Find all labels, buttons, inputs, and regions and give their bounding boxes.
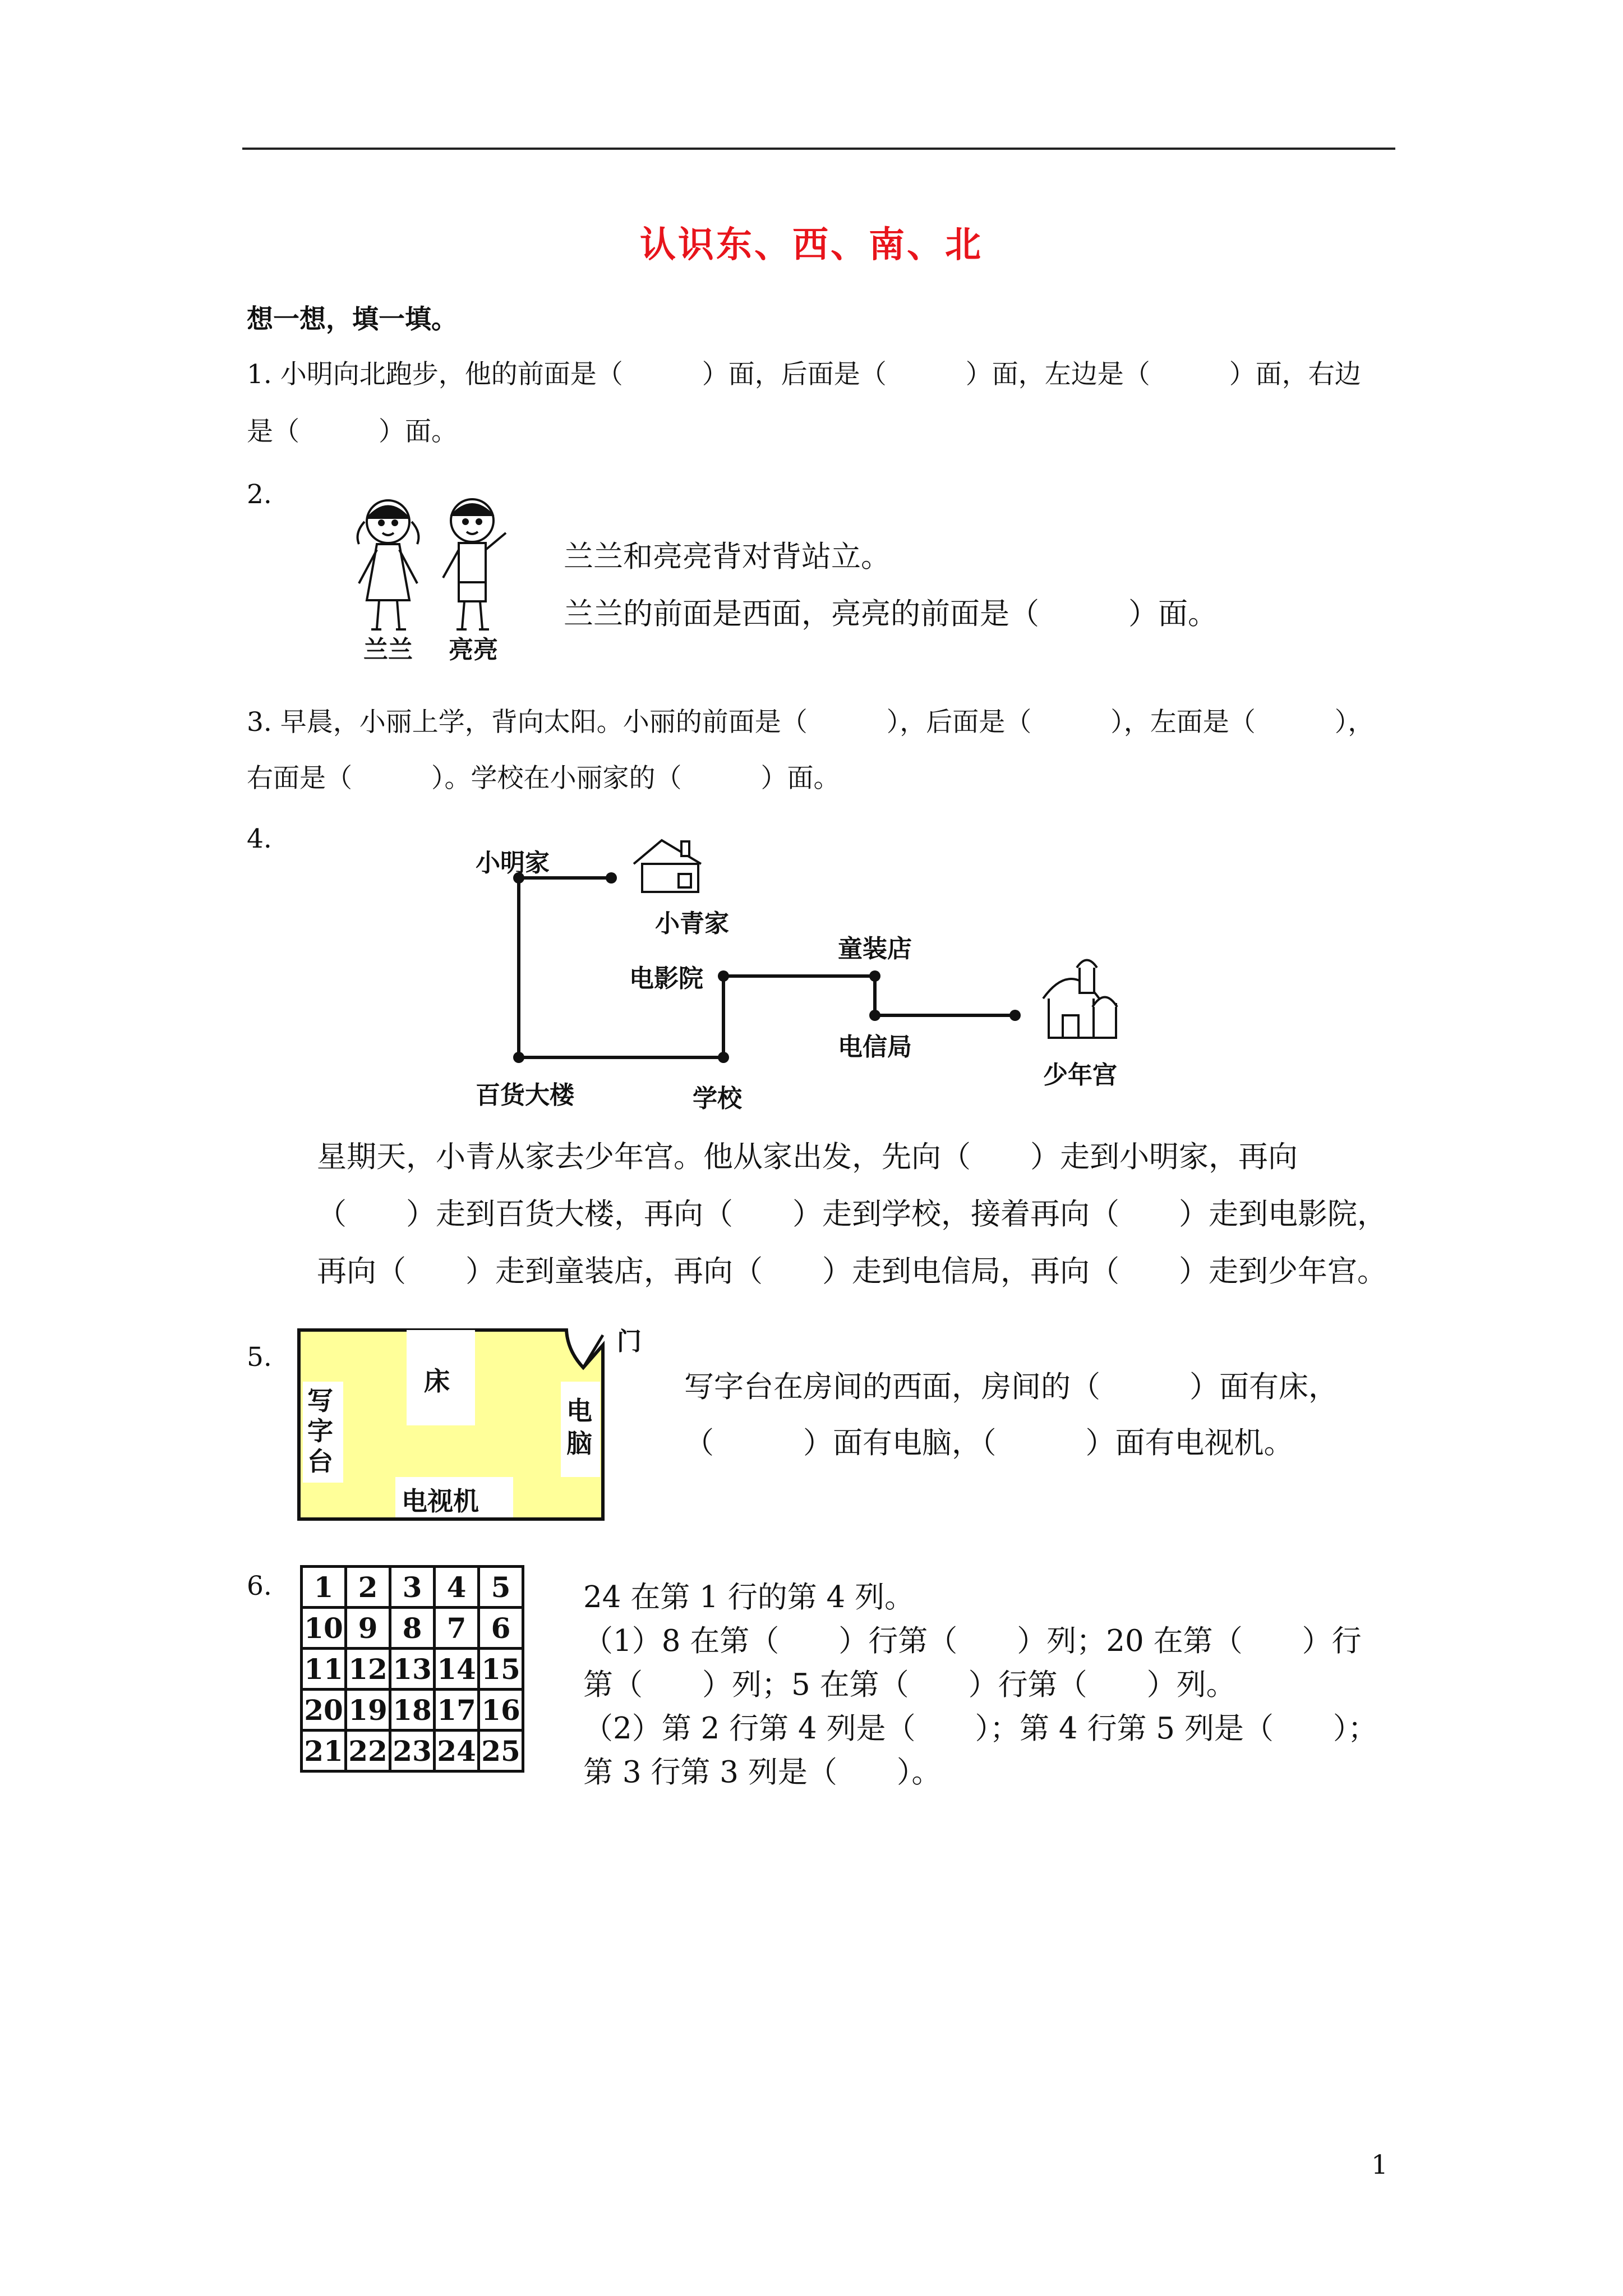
- palace-building-icon: [1043, 960, 1117, 1038]
- q6-line5: 第 3 行第 3 列是（ ）。: [583, 1755, 942, 1789]
- grid-cell: 3: [390, 1567, 435, 1608]
- map-label-xiaoqing: 小青家: [655, 909, 729, 938]
- grid-cell: 5: [479, 1567, 523, 1608]
- number-grid: [300, 1565, 524, 1773]
- map-label-cinema: 电影院: [629, 964, 703, 993]
- q2-line2: 兰兰的前面是西面，亮亮的前面是（ ）面。: [564, 597, 1218, 631]
- route-dots: [513, 872, 1021, 1063]
- grid-row: [302, 1608, 523, 1649]
- girl-figure: [358, 500, 419, 629]
- page-number: 1: [1371, 2150, 1388, 2180]
- grid-cell: 17: [435, 1690, 479, 1731]
- grid-cell: 1: [302, 1567, 346, 1608]
- grid-cell: 13: [390, 1649, 435, 1690]
- q6-line3: 第（ ）列；5 在第（ ）行第（ ）列。: [583, 1668, 1236, 1702]
- q6-line1: 24 在第 1 行的第 4 列。: [583, 1580, 915, 1614]
- page-title: 认识东、西、南、北: [640, 224, 983, 266]
- grid-cell: 7: [435, 1608, 479, 1649]
- xiaoqing-house-icon: [634, 840, 701, 892]
- room-plan: [297, 1328, 605, 1520]
- q3-line1: 3. 早晨，小丽上学，背向太阳。小丽的前面是（ ），后面是（ ），左面是（ ），: [247, 707, 1375, 738]
- map-label-store: 百货大楼: [476, 1081, 574, 1110]
- grid-row: [302, 1649, 523, 1690]
- q2-number: 2.: [247, 479, 272, 510]
- q2-line1: 兰兰和亮亮背对背站立。: [564, 540, 891, 574]
- grid-cell: 12: [346, 1649, 390, 1690]
- q6-number: 6.: [247, 1571, 272, 1602]
- grid-cell: 16: [479, 1690, 523, 1731]
- tv-label: 电视机: [402, 1486, 479, 1516]
- q4-line3: 再向（ ）走到童装店，再向（ ）走到电信局，再向（ ）走到少年宫。: [317, 1254, 1387, 1289]
- grid-cell: 11: [302, 1649, 346, 1690]
- grid-cell: 10: [302, 1608, 346, 1649]
- grid-cell: 6: [479, 1608, 523, 1649]
- grid-row: [302, 1731, 523, 1772]
- q5-line1: 写字台在房间的西面，房间的（ ）面有床，: [684, 1370, 1338, 1404]
- q1-line2: 是（ ）面。: [247, 416, 458, 447]
- q6-line4: （2）第 2 行第 4 列是（ ）；第 4 行第 5 列是（ ）；: [583, 1711, 1378, 1746]
- map-label-clothing: 童装店: [838, 935, 912, 963]
- grid-cell: 20: [302, 1690, 346, 1731]
- header-rule: [242, 148, 1395, 150]
- grid-cell: 23: [390, 1731, 435, 1772]
- grid-cell: 18: [390, 1690, 435, 1731]
- q5-line2: （ ）面有电脑，（ ）面有电视机。: [684, 1426, 1294, 1460]
- grid-cell: 9: [346, 1608, 390, 1649]
- grid-cell: 14: [435, 1649, 479, 1690]
- q4-number: 4.: [247, 823, 272, 854]
- grid-row: [302, 1690, 523, 1731]
- computer-label: 电脑: [566, 1396, 592, 1458]
- grid-cell: 21: [302, 1731, 346, 1772]
- route-lines: [519, 878, 1015, 1057]
- grid-cell: 19: [346, 1690, 390, 1731]
- q5-number: 5.: [247, 1342, 272, 1373]
- girl-name-label: 兰兰: [363, 636, 413, 664]
- desk-label: 写字台: [307, 1386, 333, 1476]
- map-label-telecom: 电信局: [838, 1033, 912, 1061]
- section-heading: 想一想，填一填。: [247, 304, 458, 335]
- q4-line2: （ ）走到百货大楼，再向（ ）走到学校，接着再向（ ）走到电影院，: [317, 1197, 1387, 1231]
- boy-name-label: 亮亮: [449, 636, 498, 664]
- grid-cell: 24: [435, 1731, 479, 1772]
- grid-cell: 22: [346, 1731, 390, 1772]
- map-label-palace: 少年宫: [1043, 1061, 1117, 1089]
- map-label-xiaoming: 小明家: [476, 849, 550, 877]
- grid-cell: 2: [346, 1567, 390, 1608]
- q4-line1: 星期天，小青从家去少年宫。他从家出发，先向（ ）走到小明家，再向: [317, 1140, 1298, 1174]
- grid-cell: 4: [435, 1567, 479, 1608]
- q3-line2: 右面是（ ）。学校在小丽家的（ ）面。: [247, 763, 840, 794]
- grid-cell: 25: [479, 1731, 523, 1772]
- boy-figure: [443, 499, 506, 629]
- q6-line2: （1）8 在第（ ）行第（ ）列；20 在第（ ）行: [583, 1624, 1362, 1658]
- bed-label: 床: [424, 1366, 450, 1396]
- grid-cell: 15: [479, 1649, 523, 1690]
- door-label: 门: [617, 1327, 642, 1356]
- q1-line1: 1. 小明向北跑步，他的前面是（ ）面，后面是（ ）面，左边是（ ）面，右边: [247, 359, 1361, 390]
- grid-row: [302, 1567, 523, 1608]
- map-label-school: 学校: [693, 1084, 742, 1113]
- grid-cell: 8: [390, 1608, 435, 1649]
